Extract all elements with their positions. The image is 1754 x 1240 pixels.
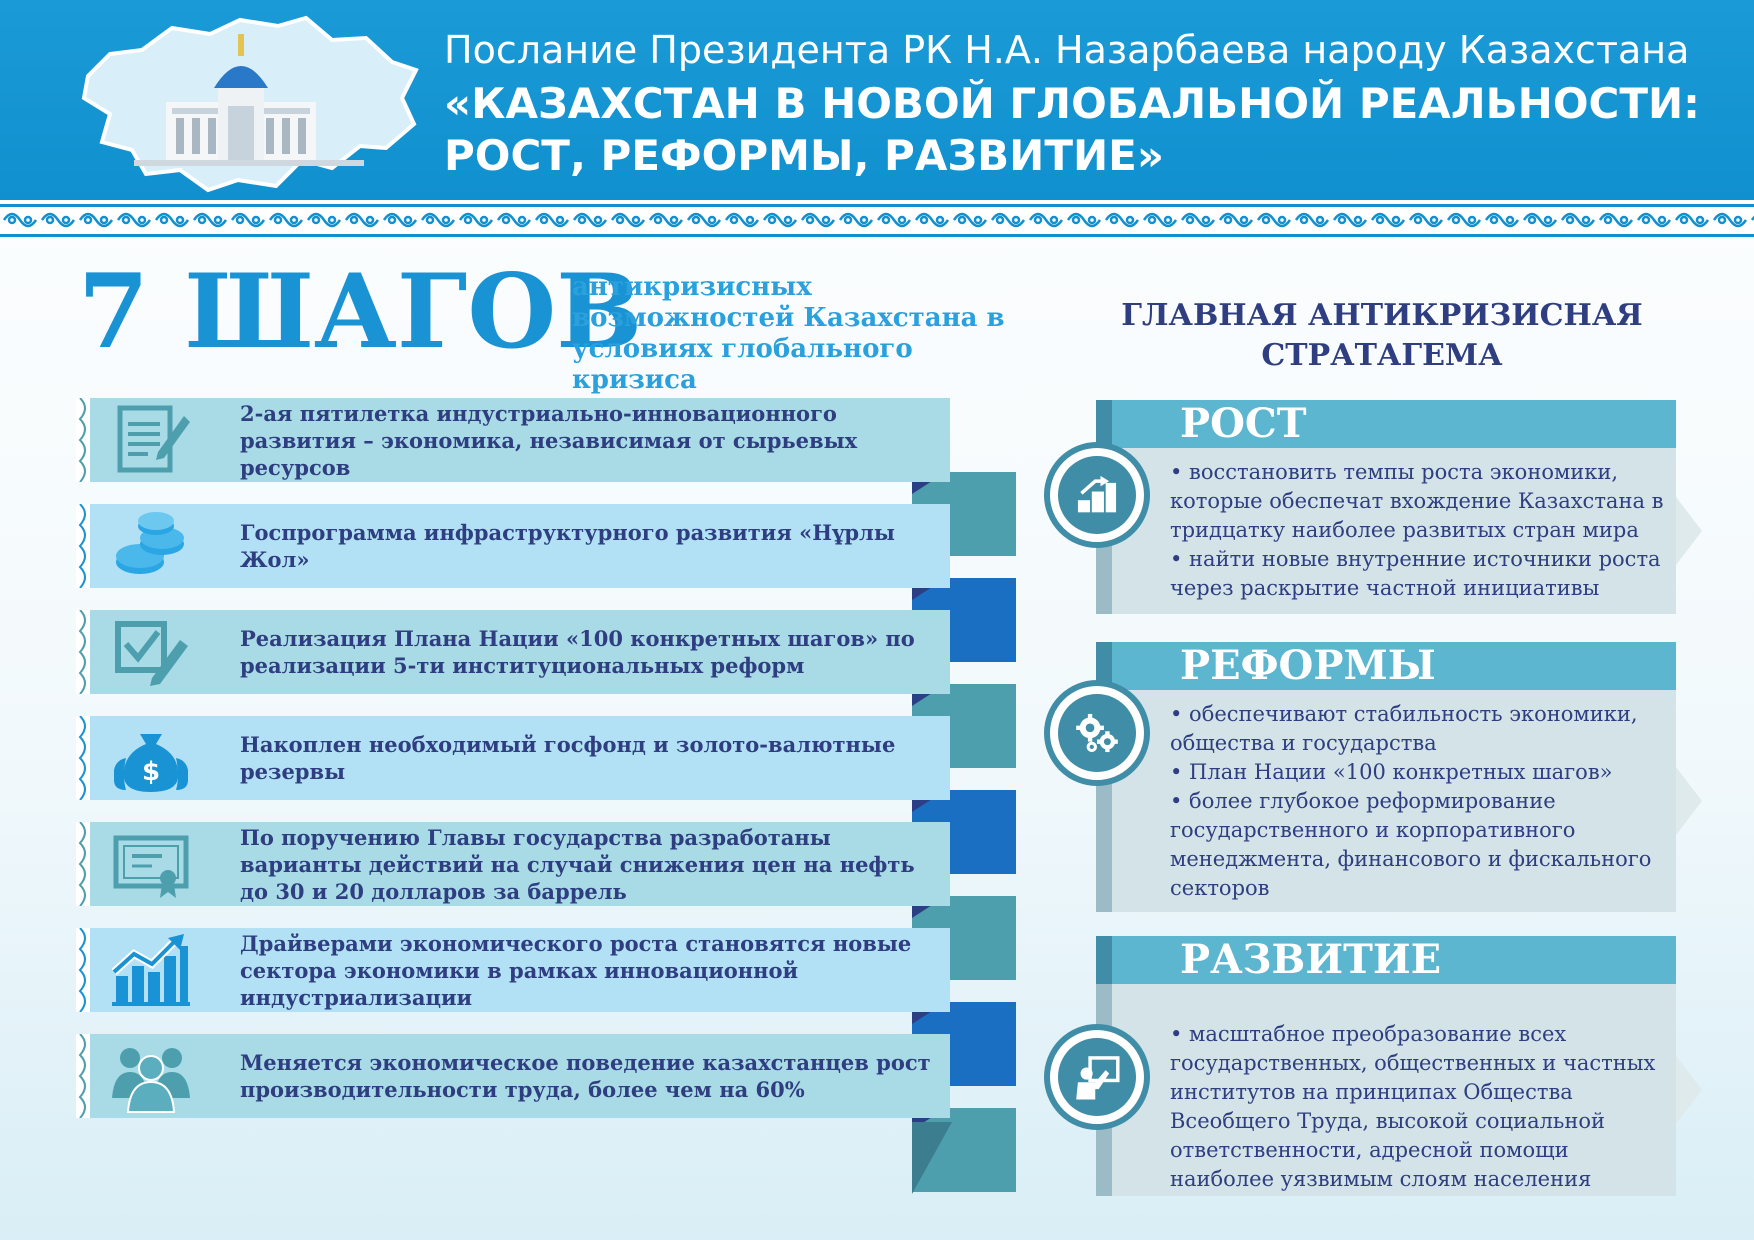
stratagem-heading: ГЛАВНАЯ АНТИКРИЗИСНАЯ СТРАТАГЕМА [1121, 298, 1643, 373]
panel-icon-circle [1044, 442, 1150, 548]
gears-icon [1058, 694, 1136, 772]
header-subtitle: Послание Президента РК Н.А. Назарбаева народу Казахстана [444, 28, 1690, 72]
step-text: По поручению Главы государства разработаны варианты действий на случай снижения цен на нефть до 30 и 20 долларов за баррель [240, 824, 915, 904]
stratagem-panel [1096, 936, 1676, 1196]
panel-title: РОСТ [1180, 400, 1307, 447]
certificate-icon [112, 826, 190, 902]
panel-title: РАЗВИТИЕ [1180, 936, 1442, 983]
stratagem-panel [1096, 400, 1676, 614]
panel-arrow [1676, 767, 1702, 835]
step-text: Накоплен необходимый госфонд и золото-валютные резервы [240, 732, 896, 784]
step-row [76, 504, 950, 588]
seven-steps-subheading: антикризисных возможностей Казахстана в условиях глобального кризиса [572, 272, 1005, 395]
growth-steps-icon [1058, 456, 1136, 534]
lace-border [76, 610, 90, 694]
panel-arrow [1676, 1056, 1702, 1124]
lace-border [76, 822, 90, 906]
svg-text:$: $ [141, 757, 161, 787]
step-text: Драйверами экономического роста становятся новые сектора экономики в рамках инновационной индустриализации [240, 930, 912, 1010]
people-group-icon [112, 1038, 190, 1114]
panel-title: РЕФОРМЫ [1180, 642, 1436, 689]
step-row [76, 928, 950, 1012]
panel-text: • обеспечивают стабильность экономики, общества и государства • План Нации «100 конкретных шагов» • более глубокое реформирование государственного и корпоративного менеджмента, финансового и фискального секторов [1170, 702, 1652, 900]
panel-icon-circle [1044, 1024, 1150, 1130]
header-title: «КАЗАХСТАН В НОВОЙ ГЛОБАЛЬНОЙ РЕАЛЬНОСТИ: РОСТ, РЕФОРМЫ, РАЗВИТИЕ» [444, 79, 1700, 180]
lace-border [76, 1034, 90, 1118]
growth-chart-icon [112, 932, 190, 1008]
teacher-board-icon [1058, 1038, 1136, 1116]
step-text: Госпрограмма инфраструктурного развития «Нұрлы Жол» [240, 520, 895, 572]
step-row [76, 398, 950, 482]
panel-body [1096, 984, 1676, 1196]
lace-border [76, 398, 90, 482]
step-text: 2-ая пятилетка индустриально-инновационного развития – экономика, независимая от сырьевых ресурсов [240, 400, 858, 480]
panel-body [1096, 690, 1676, 912]
panel-icon-circle [1044, 680, 1150, 786]
step-row [76, 1034, 950, 1118]
panel-text: • восстановить темпы роста экономики, которые обеспечат вхождение Казахстана в тридцатку наиболее развитых стран мира • найти новые внутренние источники роста через раскрытие частной инициативы [1170, 460, 1664, 600]
step-text: Реализация Плана Нации «100 конкретных шагов» по реализации 5-ти институциональных реформ [240, 626, 915, 678]
step-row [76, 610, 950, 694]
seven-steps-heading: 7 ШАГОВ [78, 252, 643, 372]
checkbox-pen-icon [112, 614, 190, 690]
panel-text: • масштабное преобразование всех государственных, общественных и частных институтов на принципах Общества Всеобщего Труда, высокой социальной ответственности, адресной помощи наиболее уязвимым слоям населения [1170, 1022, 1656, 1191]
step-row [76, 716, 950, 800]
lace-border [76, 928, 90, 1012]
document-pen-icon [112, 402, 190, 478]
panel-arrow [1676, 497, 1702, 565]
stratagem-panel [1096, 642, 1676, 912]
step-row [76, 822, 950, 906]
lace-border [76, 504, 90, 588]
panel-body [1096, 448, 1676, 614]
step-text: Меняется экономическое поведение казахстанцев рост производительности труда, более чем на 60% [240, 1050, 931, 1102]
money-bags-icon [112, 720, 190, 796]
lace-border [76, 716, 90, 800]
coins-icon [112, 508, 190, 584]
ornament-border [0, 200, 1754, 238]
kazakhstan-map-logo [80, 10, 420, 195]
